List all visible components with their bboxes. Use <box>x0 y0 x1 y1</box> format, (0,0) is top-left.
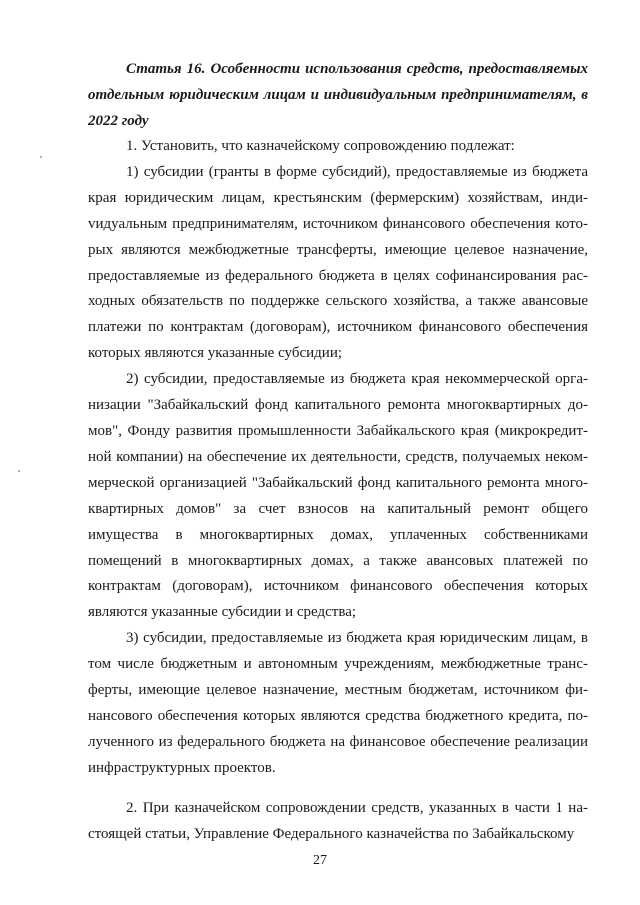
page-number: 27 <box>313 853 327 868</box>
article-heading-text: Статья 16. Особенности использования средств, предоставляемых отдельным юридическим лицам и индивидуальным предпринимателям, в 2022 году <box>88 61 588 129</box>
article-body <box>88 134 588 847</box>
paragraph-1-1: 1) субсидии (гранты в форме субсидий), предоставляемые из бюджета края юридическим лицам, крестьянским (фермерским) хозяйствам, индиvидуальным предпринимателям, источником финансового обеспечения которых являются межбюджетные трансферты, имеющие целевое назначение, предоставляемые из федерального бюджета в целях софинансирования расходных обязательств по поддержке сельского хозяйства, а также авансовые платежи по контрактам (договорам), источником финансового обеспечения которых являются указанные субсидии; <box>88 163 588 362</box>
paragraph-1: 1. Установить, что казначейскому сопровождению подлежат: <box>126 138 515 154</box>
scan-speck <box>18 470 20 472</box>
article-heading <box>88 56 588 134</box>
paragraph-2: 2. При казначейском сопровождении средств, указанных в части 1 настоящей статьи, Управление Федерального казначейства по Забайкальскому <box>88 799 588 842</box>
paragraph-1-2: 2) субсидии, предоставляемые из бюджета края некоммерческой организации "Забайкальский фонд капитального ремонта многоквартирных домов", Фонду развития промышленности Забайкальского края (микрокредитной компании) на обеспечение их деятельности, средств, получаемых некоммерческой организацией "Забайкальский фонд капитального ремонта многоквартирных домов" за счет взносов на капитальный ремонт общего имущества в многоквартирных домах, уплаченных собственниками помещений в многоквартирных домах, а также авансовых платежей по контрактам (договорам), источником финансового обеспечения которых являются указанные субсидии и средства; <box>88 371 588 621</box>
paragraph-1-3: 3) субсидии, предоставляемые из бюджета края юридическим лицам, в том числе бюджетным и автономным учреждениям, межбюджетные трансферты, имеющие целевое назначение, местным бюджетам, источником финансового обеспечения которых являются средства бюджетного кредита, полученного из федерального бюджета на финансовое обеспечение реализации инфраструктурных проектов. <box>88 630 588 776</box>
scan-speck <box>40 156 42 158</box>
